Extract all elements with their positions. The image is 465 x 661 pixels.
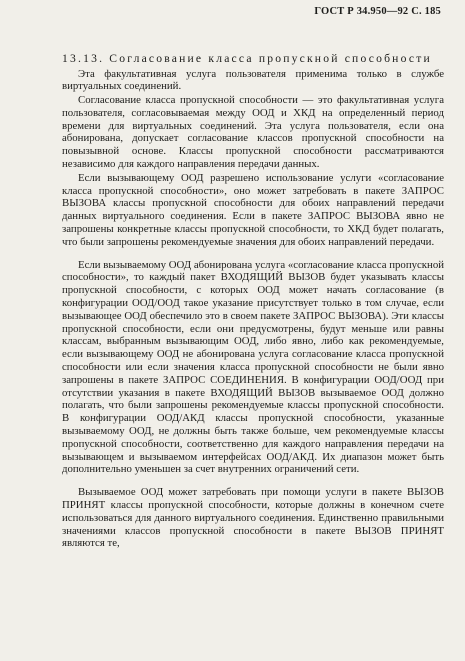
page-body bbox=[62, 52, 444, 550]
paragraph-calling-dte: Если вызывающему ООД разрешено использование услуги «согласование класса пропускной способности», оно может затребовать в пакете ЗАПРОС ВЫЗОВА классы пропускной способности для обоих направлений передачи данных виртуального соединения. Если в пакете ЗАПРОС ВЫЗОВА явно не запрошены конкретные классы пропускной способности, то ХКД будет полагать, что были запрошены рекомендуемые значения для обоих направлений передачи. bbox=[62, 171, 444, 248]
paragraph-definition: Согласование класса пропускной способности — это факультативная услуга пользователя, согласовываемая между ООД и ХКД на определенный период времени для виртуальных соединений. Эта услуга пользователя, если она абонирована, допускает согласование классов пропускной способности на повызывной основе. Классы пропускной способности рассматриваются независимо для каждого направления передачи данных. bbox=[62, 94, 444, 171]
paragraph-call-accepted: Вызываемое ООД может затребовать при помощи услуги в пакете ВЫЗОВ ПРИНЯТ классы пропускной способности, которые должны в конечном счете использоваться для данного виртуального соединения. Единственно правильными значениями классов пропускной способности в пакете ВЫЗОВ ПРИНЯТ являются те, bbox=[62, 486, 444, 550]
paragraph-scope: Эта факультативная услуга пользователя применима только в службе виртуальных соединений. bbox=[62, 67, 444, 93]
paragraph-called-dte: Если вызываемому ООД абонирована услуга «согласование класса пропускной способности», то каждый пакет ВХОДЯЩИЙ ВЫЗОВ будет указывать классы пропускной способности, с которых ООД может начать согласование (в конфигурации ООД/ООД такое указание присутствует только в том случае, если вызывающее ООД обеспечило это в своем пакете ЗАПРОС ВЫЗОВА). Эти классы пропускной способности, если они предусмотрены, будут меньше или равны классам, выбранным вызывающим ООД, либо явно, либо как рекомендуемые, если вызывающему ООД не абонирована услуга согласование класса пропускной способности или если значения класса пропускной способности не были явно запрошены в пакете ЗАПРОС СОЕДИНЕНИЯ. В конфигурации ООД/ООД при отсутствии указания в пакете ВХОДЯЩИЙ ВЫЗОВ вызываемое ООД должно полагать, что были запрошены рекомендуемые классы пропускной способности. В конфигурации ООД/АКД классы пропускной способности, указанные вызываемому ООД, не должны быть также больше, чем рекомендуемые классы пропускной способности, соответственно для каждого направления передачи на вызывающем и вызываемом интерфейсах ООД/АКД. Их диапазон может быть дополнительно уменьшен за счет внутренних ограничений сети. bbox=[62, 258, 444, 476]
section-title: 13.13. Согласование класса пропускной способности bbox=[62, 52, 432, 65]
running-head: ГОСТ Р 34.950—92 С. 185 bbox=[314, 6, 441, 17]
